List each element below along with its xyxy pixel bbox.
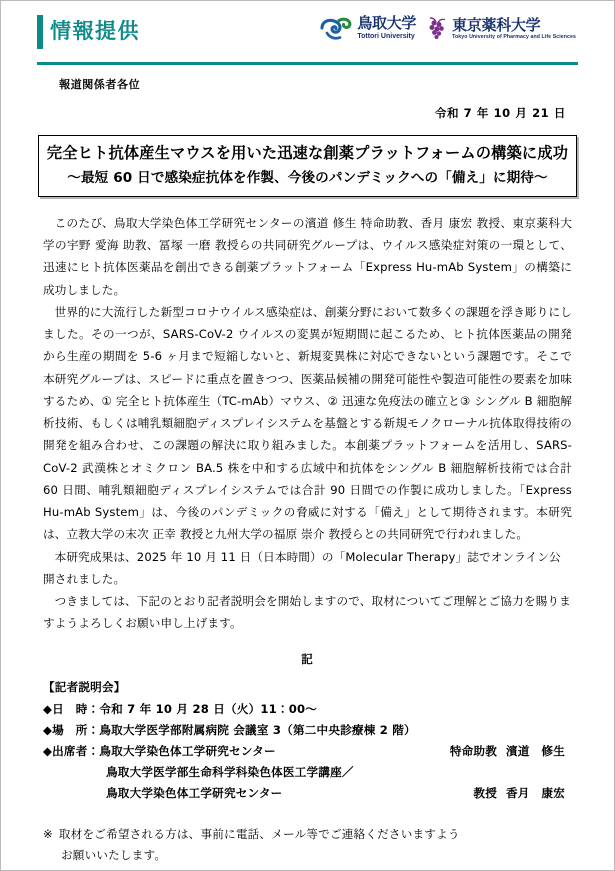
note-text-line-1: 取材をご希望される方は、事前に電話、メール等でご連絡くださいますよう: [58, 827, 460, 842]
detail-label-datetime: ◆日 時：: [43, 701, 100, 716]
body-paragraph-1: このたび、鳥取大学染色体工学研究センターの濱道 修生 特命助教、香月 康宏 教授、東京薬科大学の宇野 愛海 助教、冨塚 一磨 教授らの共同研究グループは、ウイルス感染症対策の一環として、迅速にヒト抗体医薬品を創出できる創薬プラットフォーム「Express Hu-mAb System」の構築に成功しました。: [43, 215, 572, 297]
page-content: [1, 1, 614, 870]
issue-date: 令和 7 年 10 月 21 日: [434, 106, 566, 120]
attendee-title-3: 教授: [473, 786, 498, 801]
body-paragraph-4: つきましては、下記のとおり記者説明会を開始しますので、取材についてご理解とご協力を賜りますようよろしくお願い申し上げます。: [43, 594, 571, 631]
body-text: [37, 212, 578, 667]
detail-row-datetime: [43, 699, 578, 720]
tokyo-pharmacy-university-name-ja: 東京薬科大学: [452, 15, 541, 34]
attendee-title-1: 特命助教: [449, 744, 498, 759]
tokyo-pharmacy-university-emblem: [426, 16, 448, 42]
press-conference-details: [37, 677, 578, 805]
banner-accent-bar: [37, 15, 43, 49]
attendee-org-1: 鳥取大学染色体工学研究センター: [99, 744, 276, 759]
tottori-university-bird-mark: [319, 15, 353, 43]
attendee-row-2: [43, 762, 578, 783]
document-header: [37, 12, 578, 60]
attendee-name-3: 香月 康宏: [506, 786, 565, 801]
addressee-line: 報道関係者各位: [59, 78, 141, 91]
university-logos: [319, 15, 578, 43]
detail-row-venue: [43, 720, 578, 741]
body-paragraph-2: 世界的に大流行した新型コロナウイルス感染症は、創薬分野において数多くの課題を浮き彫りにしました。その一つが、SARS-CoV-2 ウイルスの変異が短期間に起こるため、ヒト抗体医薬品の開発から生産の期間を 5-6 ヶ月まで短縮しないと、新規変異株に対応できないという課題です。そこで本研究グループは、スピードに重点を置きつつ、医薬品候補の開発可能性や製造可能性の要素を加味するため、① 完全ヒト抗体産生（TC-mAb）マウス、② 迅速な免疫法の確立と③ シングル B 細胞解析技術、もしくは哺乳類細胞ディスプレイシステムを基盤とする新規モノクローナル抗体取得技術の開発を組み合わせ、この課題の解決に取り組みました。本創薬プラットフォームを活用し、SARS-CoV-2 武漢株とオミクロン BA.5 株を中和する広域中和抗体をシングル B 細胞解析技術では合計 60 日間、哺乳類細胞ディスプレイシステムでは合計 90 日間での作製に成功しました。「Express Hu-mAb System」は、今後のパンデミックの脅威に対する「備え」として期待されます。本研究は、立教大学の末次 正幸 教授と九州大学の福原 崇介 教授らとの共同研究で行われました。: [43, 304, 572, 542]
detail-value-venue: 鳥取大学医学部附属病院 会議室 3（第二中央診療棟 2 階）: [99, 722, 416, 737]
detail-label-attendees: ◆出席者：: [43, 744, 100, 759]
note-text-line-2: お願いいたします。: [61, 848, 167, 863]
attendee-row-3: [43, 783, 578, 804]
tokyo-pharmacy-university-logo: [426, 16, 576, 42]
information-banner: [37, 14, 140, 49]
tottori-university-name-ja: 鳥取大学: [357, 14, 417, 33]
banner-label: 情報提供: [50, 19, 140, 43]
attendee-row-1: [43, 741, 578, 762]
tokyo-pharmacy-university-wordmark: [452, 15, 576, 41]
tottori-university-wordmark: [357, 16, 416, 41]
tokyo-pharmacy-university-name-en: Tokyo University of Pharmacy and Life Sciences: [452, 34, 576, 41]
detail-value-datetime: 令和 7 年 10 月 28 日（火）11：00～: [99, 701, 318, 716]
attendee-name-1: 濱道 修生: [506, 744, 565, 759]
details-heading: 【記者説明会】: [43, 679, 126, 694]
detail-label-venue: ◆場 所：: [43, 722, 100, 737]
body-paragraph-3: 本研究成果は、2025 年 10 月 11 日（日本時間）の「Molecular Therapy」誌でオンライン公開されました。: [43, 549, 561, 586]
title-box: [38, 135, 577, 197]
attendee-org-3: 鳥取大学染色体工学研究センター: [106, 786, 283, 801]
tottori-university-name-en: Tottori University: [357, 33, 415, 41]
kiji-mark: 記: [301, 651, 314, 666]
tottori-university-logo: [319, 15, 416, 43]
attendee-org-2: 鳥取大学医学部生命科学科染色体医工学講座／: [106, 765, 354, 780]
note-row: [43, 824, 578, 845]
press-note: [37, 824, 578, 866]
header-divider: [37, 62, 578, 65]
page-subtitle: ～最短 60 日で感染症抗体を作製、今後のパンデミックへの「備え」に期待～: [67, 170, 548, 186]
page-title: 完全ヒト抗体産生マウスを用いた迅速な創薬プラットフォームの構築に成功: [46, 144, 569, 162]
note-mark-icon: ※: [43, 827, 53, 842]
